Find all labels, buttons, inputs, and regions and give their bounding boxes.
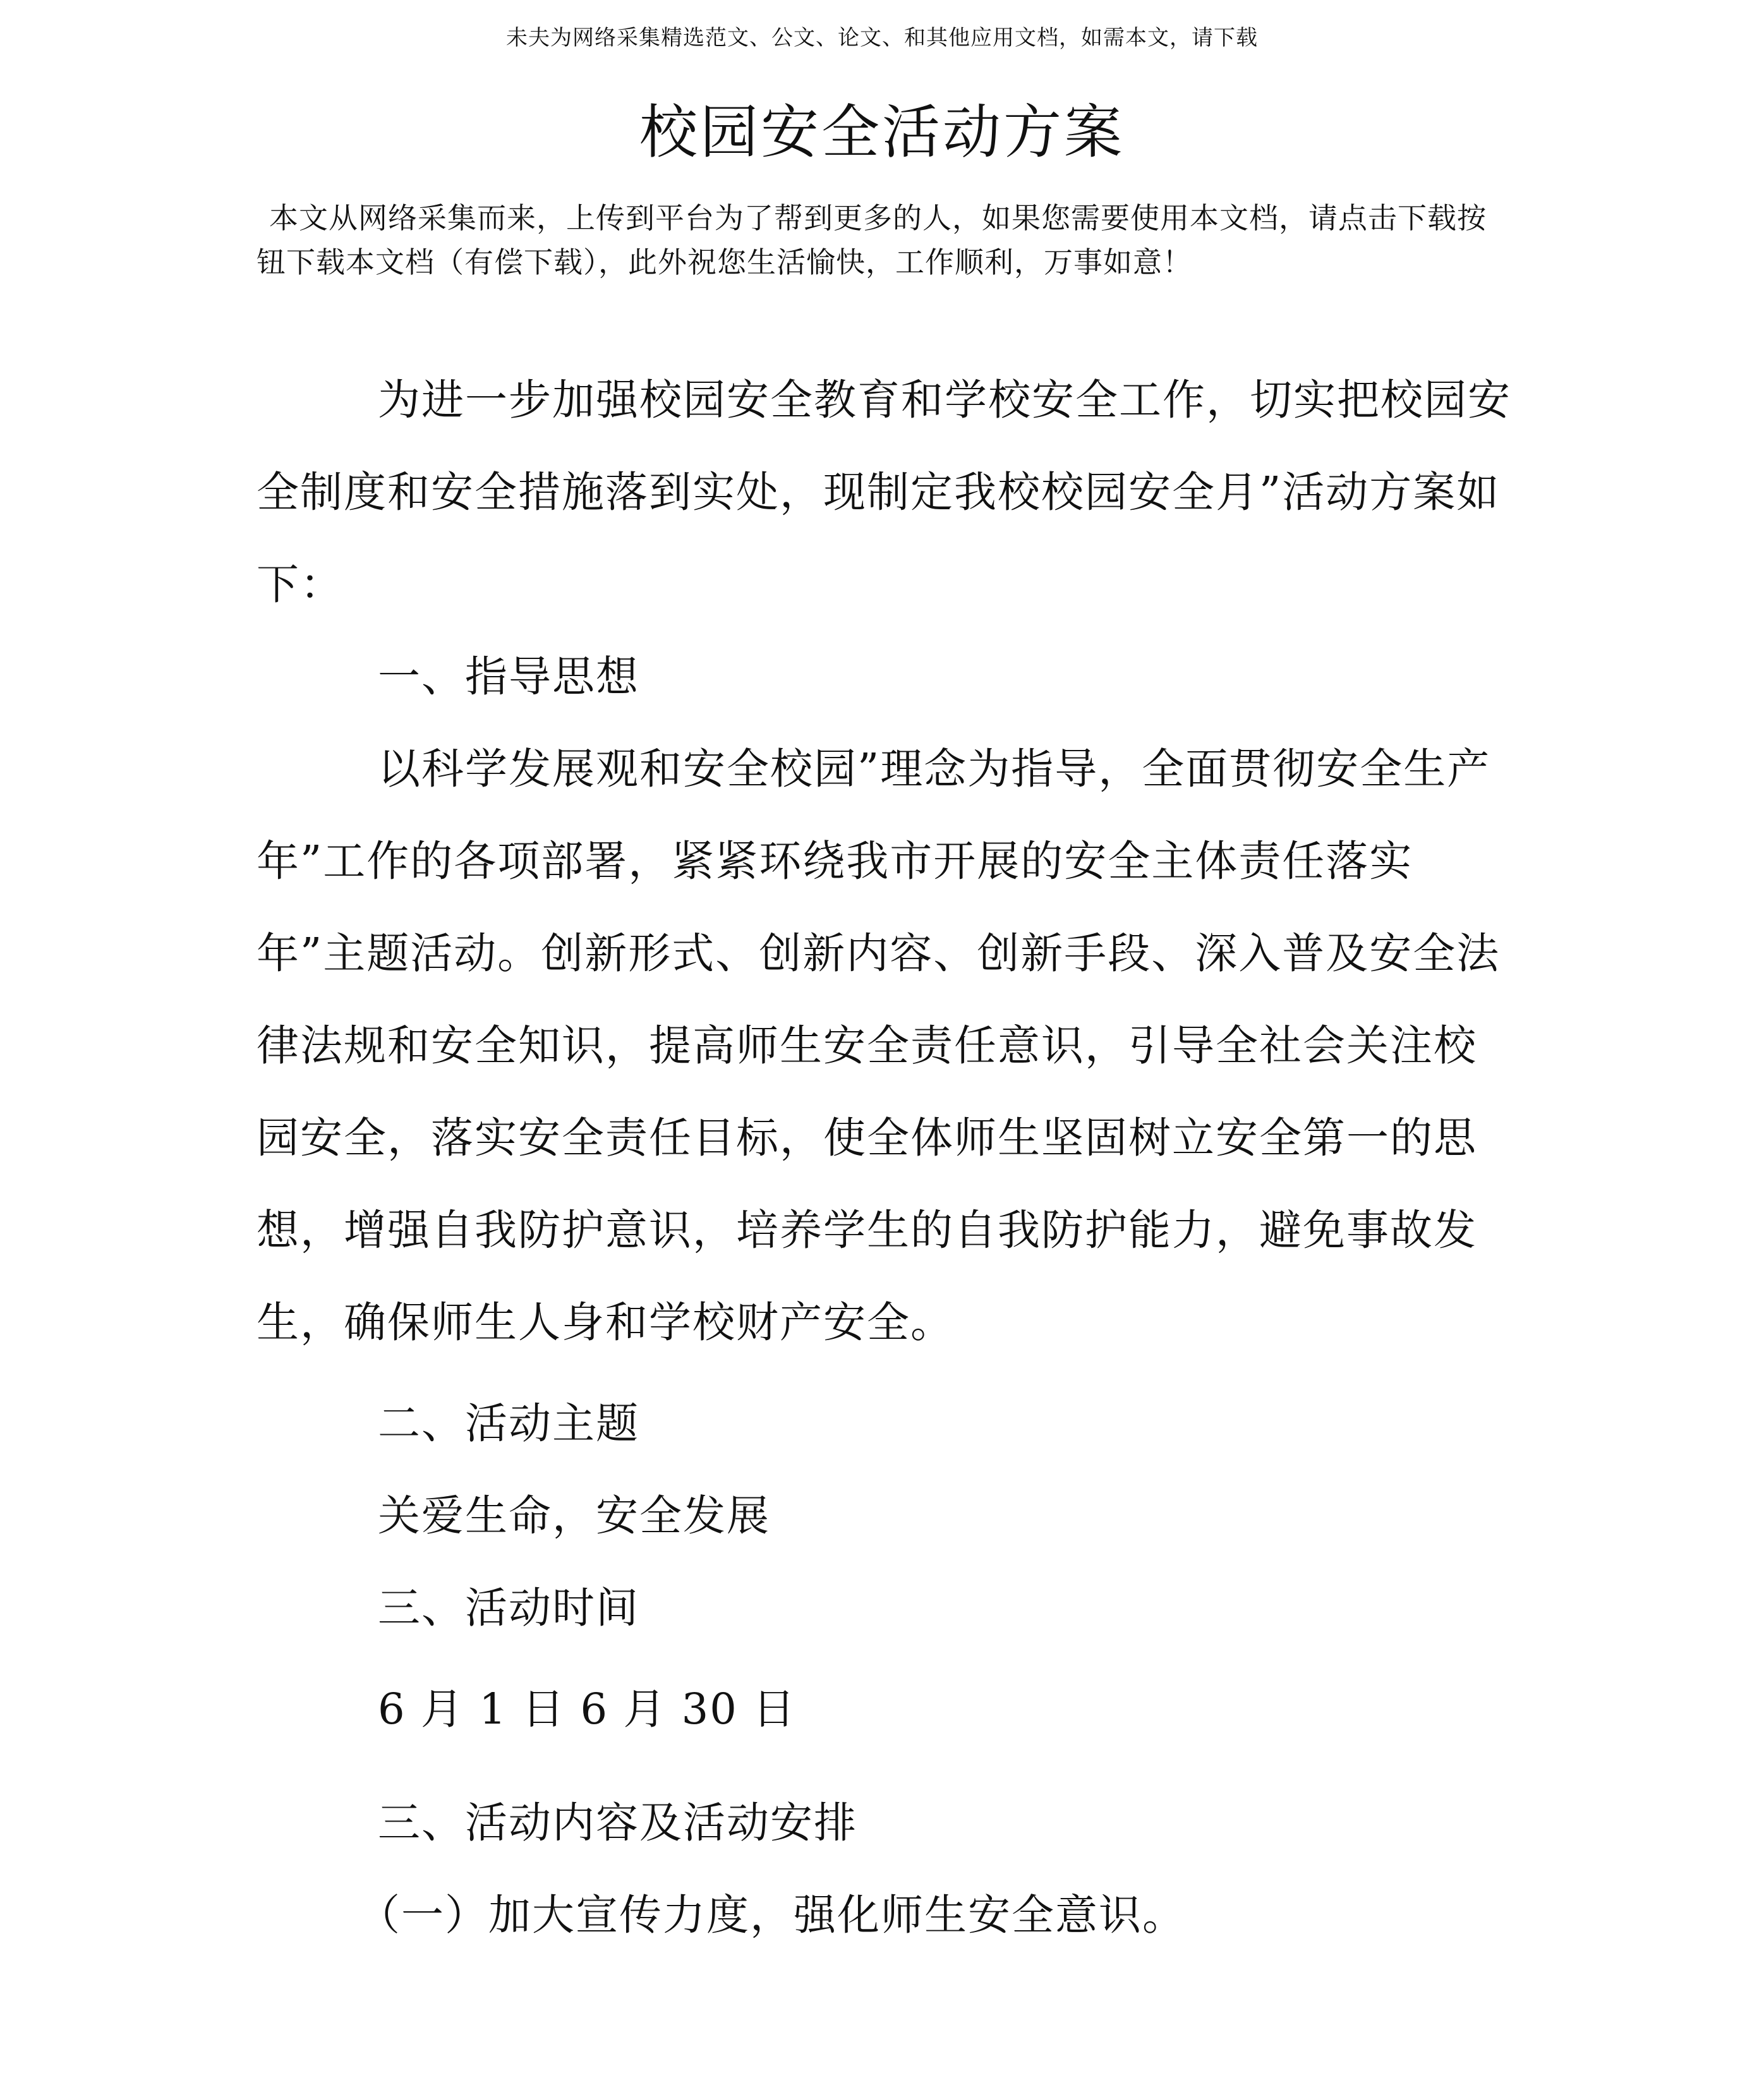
- header-note: 未夫为网络采集精选范文、公文、论文、和其他应用文档，如需本文，请下载: [506, 25, 1258, 51]
- section-heading-activity-content: 三、活动内容及活动安排: [378, 1798, 857, 1847]
- section-heading-activity-time: 三、活动时间: [378, 1583, 639, 1633]
- intro-paragraph: 本文从网络采集而来，上传到平台为了帮到更多的人，如果您需要使用本文档，请点击下载按钮下载本文档（有偿下载），此外祝您生活愉快，工作顺利，万事如意！: [257, 201, 1487, 279]
- section-heading-activity-theme: 二、活动主题: [378, 1399, 639, 1448]
- activity-time-text: 6 月 1 日 6 月 30 日: [378, 1684, 797, 1734]
- document-title: 校园安全活动方案: [639, 99, 1125, 166]
- sub-heading-publicity: （一）加大宣传力度，强化师生安全意识。: [358, 1890, 1186, 1940]
- body-paragraph-1: 为进一步加强校园安全教育和学校安全工作，切实把校园安全制度和安全措施落到实处，现制定我校校园安全月”活动方案如下：: [257, 375, 1511, 609]
- body-paragraph-2: 以科学发展观和安全校园”理念为指导，全面贯彻安全生产年”工作的各项部署，紧紧环绕我市开展的安全主体责任落实年”主题活动。创新形式、创新内容、创新手段、深入普及安全法律法规和安全知识，提高师生安全责任意识，引导全社会关注校园安全，落实安全责任目标，使全体师生坚固树立安全第一的思想，增强自我防护意识，培养学生的自我防护能力，避免事故发生，确保师生人身和学校财产安全。: [257, 744, 1501, 1347]
- activity-theme-text: 关爱生命，安全发展: [378, 1491, 770, 1540]
- document-body: [257, 354, 1514, 1961]
- section-heading-guiding-ideology: 一、指导思想: [378, 652, 639, 701]
